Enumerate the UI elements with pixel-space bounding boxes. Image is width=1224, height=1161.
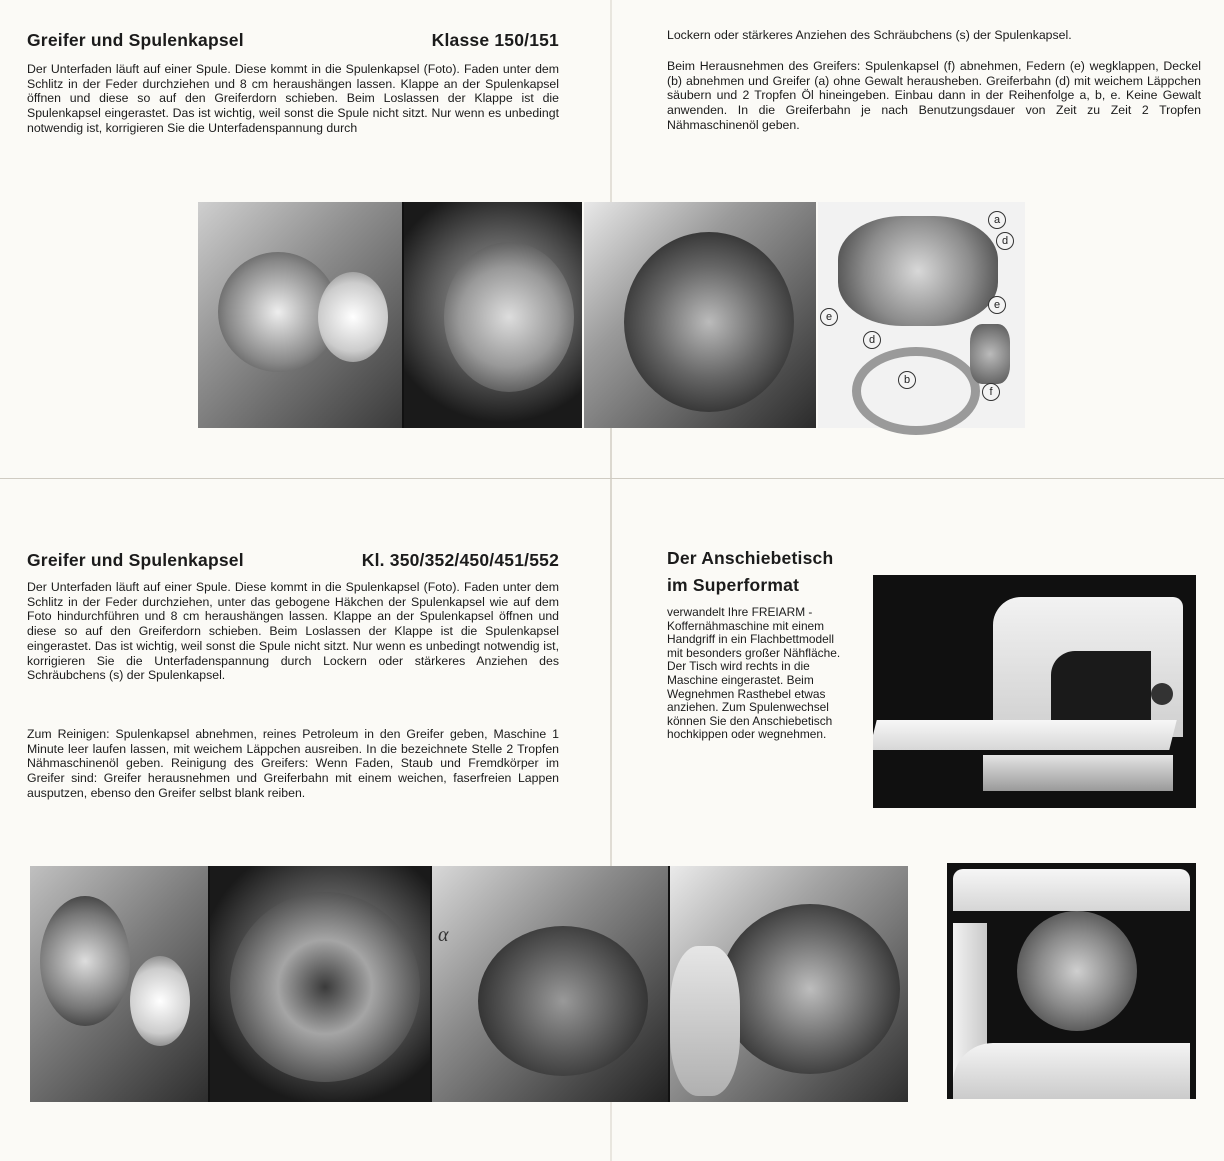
part-label-e-right: e [988, 296, 1006, 314]
photo-table-tilted-bobbin-access [947, 863, 1196, 1099]
photo-separator [430, 866, 432, 1102]
photo-separator [668, 866, 670, 1102]
top-heading [27, 30, 559, 51]
oil-point-label: α [438, 924, 449, 946]
photo-separator [208, 866, 210, 1102]
part-label-d-top: d [996, 232, 1014, 250]
table-heading-line2: im Superformat [667, 575, 800, 595]
top-right-paragraph-2: Beim Herausnehmen des Greifers: Spulenkapsel (f) abnehmen, Federn (e) wegklappen, Deckel (b) abnehmen und Greifer (a) ohne Gewalt herausheben. Greiferbahn (d) mit weichem Läppchen säubern und 2 Tropfen Öl hineingeben. Einbau dann in der Reihenfolge a, b, e. Keine Gewalt anwenden. In die Greiferbahn je nach Benutzungsdauer von Zeit zu Zeit 2 Tropfen Nähmaschinenöl geben. [667, 59, 1201, 132]
table-paragraph: verwandelt Ihre FREIARM - Koffernähmaschine mit einem Handgriff in ein Flachbettmodell mit besonders großer Nähfläche. Der Tisch wird rechts in die Maschine eingerastet. Beim Wegnehmen Rasthebel etwas anziehen. Zum Spulenwechsel können Sie den Anschiebetisch hochkippen oder wegnehmen. [667, 605, 841, 742]
top-heading-left: Greifer und Spulenkapsel [27, 30, 244, 50]
photo-separator [402, 202, 404, 428]
part-label-a: a [988, 211, 1006, 229]
bottom-heading [27, 550, 559, 571]
part-label-e-left: e [820, 308, 838, 326]
part-label-b: b [898, 371, 916, 389]
top-heading-right: Klasse 150/151 [431, 30, 559, 50]
part-label-f: f [982, 383, 1000, 401]
section-divider [0, 478, 1224, 479]
photo-hook-oil-point [432, 866, 668, 1102]
top-right-paragraph-1: Lockern oder stärkeres Anziehen des Schräubchens (s) der Spulenkapsel. [667, 28, 1072, 42]
table-heading-line1: Der Anschiebetisch [667, 548, 834, 568]
photo-bobbin-case-open [198, 202, 402, 428]
part-label-d-bottom: d [863, 331, 881, 349]
bottom-paragraph-2: Zum Reinigen: Spulenkapsel abnehmen, reines Petroleum in den Greifer geben, Maschine 1 Minute leer laufen lassen, mit weichem Läppchen ausreiben. In die bezeichnete Stelle 2 Tropfen Nähmaschinenöl geben. Reinigung des Greifers: Wenn Faden, Staub und Fremdkörper im Greifer sind: Greifer herausnehmen und Greiferbahn mit einem weichen, faserfreien Lappen ausputzen, ebenso den Greifer selbst blank reiben. [27, 727, 559, 800]
photo-hook-insertion [584, 202, 816, 428]
photo-bobbin-case-thread [404, 202, 582, 428]
bottom-heading-right: Kl. 350/352/450/451/552 [361, 550, 559, 570]
bottom-paragraph-1: Der Unterfaden läuft auf einer Spule. Diese kommt in die Spulenkapsel (Foto). Faden unter dem Schlitz in der Feder durchziehen, unter das gebogene Häkchen der Spulenkapsel wie auf dem Foto hindurchführen und 8 cm heraushängen lassen. Klappe an der Spulenkapsel öffnen und diese so auf den Greiferdorn schieben. Beim Loslassen der Klappe ist die Spulenkapsel eingerastet. Das ist wichtig, weil sonst die Spule nicht sitzt. Nur wenn es unbedingt notwendig ist, korrigieren Sie die Unterfadenspannung durch Lockern oder stärkeres Anziehen des Schräubchens (s) der Spulenkapsel. [27, 580, 559, 683]
top-left-paragraph: Der Unterfaden läuft auf einer Spule. Diese kommt in die Spulenkapsel (Foto). Faden unter dem Schlitz in der Feder durchziehen und 8 cm heraushängen lassen. Klappe an der Spulenkapsel öffnen und diese so auf den Greiferdorn schieben. Beim Loslassen der Klappe ist die Spulenkapsel eingerastet. Das ist wichtig, weil sonst die Spule nicht sitzt. Nur wenn es unbedingt notwendig ist, korrigieren Sie die Unterfadenspannung durch [27, 62, 559, 135]
photo-hook-removal [670, 866, 908, 1102]
photo-sewing-machine-table [873, 575, 1196, 808]
photo-bobbin-case-exploded [30, 866, 208, 1102]
bottom-heading-left: Greifer und Spulenkapsel [27, 550, 244, 570]
photo-bobbin-case-closeup [210, 866, 430, 1102]
